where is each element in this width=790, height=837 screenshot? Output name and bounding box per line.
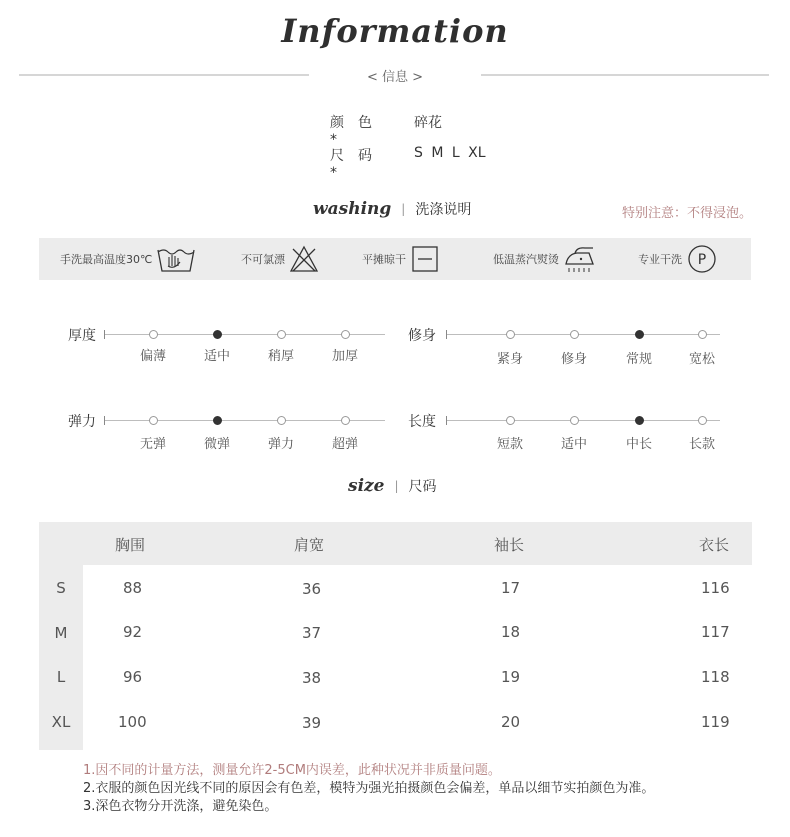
washing-title: 洗涤说明	[415, 202, 472, 218]
separator: |	[401, 202, 406, 216]
row-size-label: M	[54, 624, 68, 642]
scale-option-label: 修身	[560, 352, 587, 367]
care-label: 平摊晾干	[362, 253, 406, 266]
table-cell: 88	[123, 579, 143, 597]
care-label: 手洗最高温度30℃	[60, 253, 153, 266]
table-cell: 117	[701, 623, 730, 641]
scale-option-label: 弹力	[267, 437, 294, 452]
scale-dot-selected	[213, 330, 222, 339]
scale-dot	[570, 330, 579, 339]
footnote-3: 3.深色衣物分开洗涤，避免染色。	[83, 799, 278, 814]
care-item-steam-iron	[493, 238, 597, 280]
table-cell: 18	[501, 623, 521, 641]
scale-track	[446, 334, 720, 335]
hand-wash-icon	[156, 244, 196, 274]
scale-dot	[149, 330, 158, 339]
scale-dot	[149, 416, 158, 425]
no-bleach-icon	[289, 244, 319, 274]
table-cell: 20	[501, 713, 521, 731]
scale-dot	[570, 416, 579, 425]
table-cell: 37	[302, 624, 322, 642]
care-item-dry-clean	[638, 238, 718, 280]
care-item-no-bleach	[241, 238, 319, 280]
attribute-value: 碎花	[414, 115, 442, 131]
scale-dot-selected	[213, 416, 222, 425]
scale-option-label: 无弹	[139, 437, 166, 452]
size-script-label: size	[348, 476, 385, 496]
scale-dot-selected	[635, 330, 644, 339]
row-size-label: L	[56, 668, 66, 686]
size-table	[39, 522, 752, 750]
care-instructions-bar	[39, 238, 751, 280]
table-cell: 118	[701, 668, 730, 686]
scale-option-label: 偏薄	[139, 349, 166, 364]
dry-clean-p-icon	[686, 244, 718, 274]
column-header: 肩宽	[294, 536, 325, 554]
attribute-color-row	[0, 112, 790, 148]
scale-dot	[277, 330, 286, 339]
page-subtitle: < 信息 >	[366, 70, 424, 85]
attribute-label: 颜色*	[330, 115, 386, 148]
table-cell: 100	[118, 713, 147, 731]
scale-label: 长度	[408, 414, 436, 430]
attribute-label: 尺码*	[330, 148, 386, 181]
scale-dot	[698, 330, 707, 339]
scale-option-label: 宽松	[688, 352, 715, 367]
scale-dot	[277, 416, 286, 425]
size-section-header	[348, 476, 437, 496]
svg-text:P: P	[697, 252, 707, 268]
size-title: 尺码	[408, 479, 437, 495]
title-divider-right	[481, 74, 769, 76]
column-header: 袖长	[494, 536, 525, 554]
scale-dot	[341, 330, 350, 339]
table-cell: 92	[123, 623, 143, 641]
scale-start-tick	[104, 330, 105, 339]
scale-option-label: 紧身	[496, 352, 523, 367]
care-item-hand-wash	[60, 238, 196, 280]
care-label: 不可氯漂	[241, 253, 285, 266]
scale-start-tick	[446, 416, 447, 425]
care-item-dry-flat	[362, 238, 440, 280]
scale-option-label: 微弹	[203, 437, 230, 452]
footnote-2: 2.衣服的颜色因光线不同的原因会有色差，模特为强光拍摄颜色会偏差，单品以细节实拍颜色为准。	[83, 781, 655, 796]
low-steam-iron-icon	[563, 244, 597, 274]
separator: |	[394, 479, 399, 493]
scale-option-label: 长款	[688, 437, 715, 452]
table-cell: 36	[302, 580, 322, 598]
table-cell: 38	[302, 669, 322, 687]
scale-label: 修身	[408, 328, 436, 344]
scale-dot	[698, 416, 707, 425]
table-cell: 116	[701, 579, 730, 597]
page-title: Information	[281, 12, 509, 50]
scale-option-label: 适中	[560, 437, 587, 452]
scale-dot-selected	[635, 416, 644, 425]
table-cell: 17	[501, 579, 521, 597]
row-size-label: XL	[51, 713, 71, 731]
table-cell: 39	[302, 714, 322, 732]
scale-dot	[506, 330, 515, 339]
attribute-value: S M L XL	[414, 145, 486, 161]
scale-dot	[506, 416, 515, 425]
scale-start-tick	[446, 330, 447, 339]
title-divider-left	[19, 74, 309, 76]
washing-section-header	[313, 199, 471, 219]
footnote-1: 1.因不同的计量方法，测量允许2-5CM内误差，此种状况并非质量问题。	[83, 763, 501, 778]
scale-option-label: 加厚	[331, 349, 358, 364]
scale-track	[446, 420, 720, 421]
scale-option-label: 稍厚	[267, 349, 294, 364]
attribute-size-row	[0, 145, 790, 181]
table-cell: 119	[701, 713, 730, 731]
care-label: 专业干洗	[638, 253, 682, 266]
scale-dot	[341, 416, 350, 425]
scale-option-label: 中长	[625, 437, 652, 452]
scale-option-label: 常规	[625, 352, 652, 367]
washing-script-label: washing	[313, 199, 392, 219]
column-header: 胸围	[115, 536, 146, 554]
size-table-header-bg	[39, 522, 752, 565]
table-cell: 19	[501, 668, 521, 686]
column-header: 衣长	[699, 536, 730, 554]
scale-option-label: 适中	[203, 349, 230, 364]
scale-option-label: 超弹	[331, 437, 358, 452]
scale-option-label: 短款	[496, 437, 523, 452]
row-size-label: S	[56, 579, 66, 597]
dry-flat-icon	[410, 244, 440, 274]
scale-start-tick	[104, 416, 105, 425]
washing-notice: 特别注意：不得浸泡。	[622, 206, 753, 221]
care-label: 低温蒸汽熨烫	[493, 253, 559, 266]
scale-label: 弹力	[68, 414, 96, 430]
scale-label: 厚度	[68, 328, 96, 344]
table-cell: 96	[123, 668, 143, 686]
